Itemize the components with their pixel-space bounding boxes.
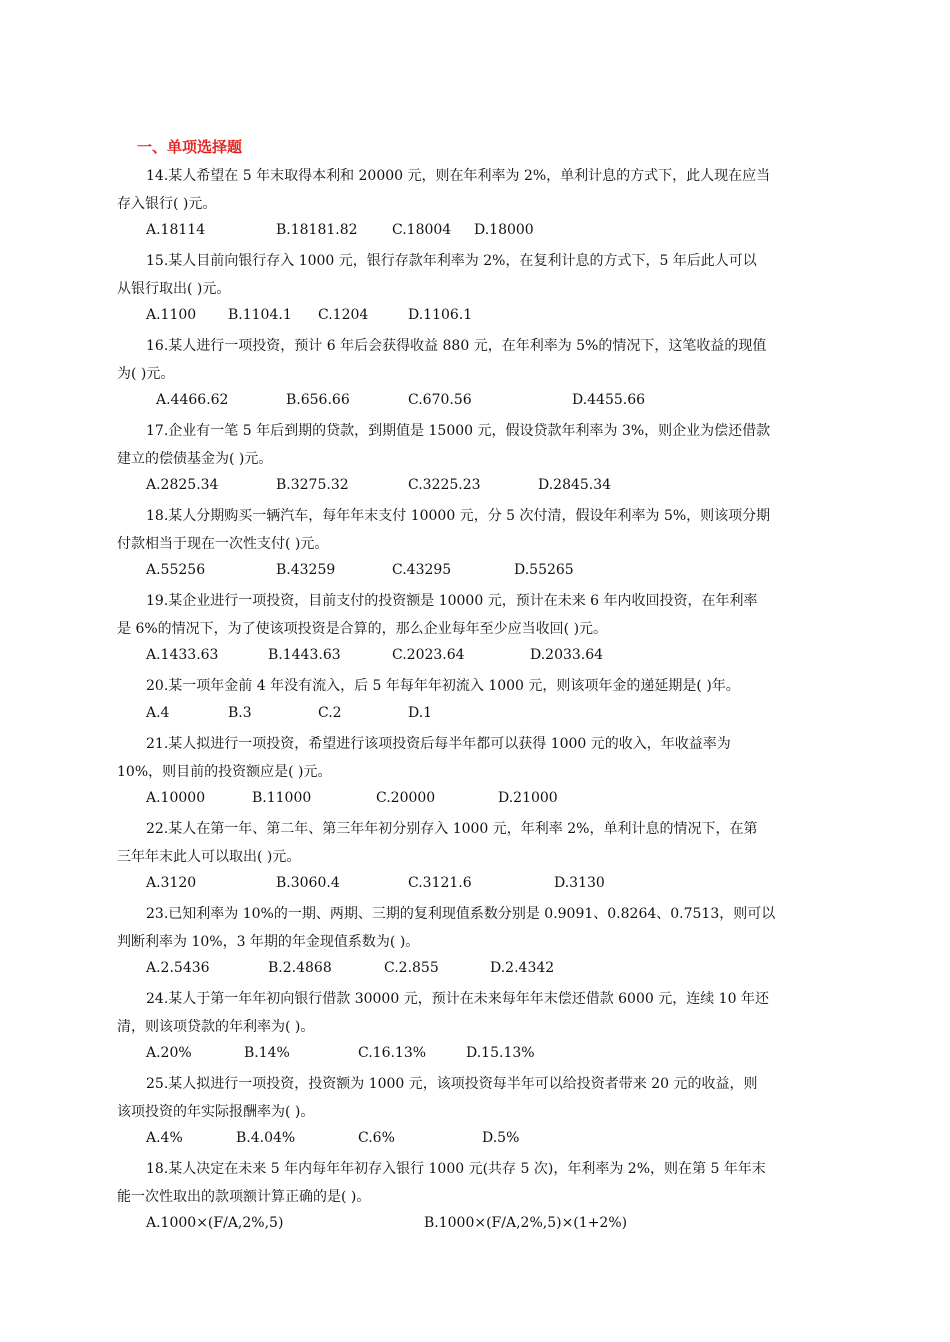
- answer-option: B.1000×(F/A,2%,5)×(1+2%): [424, 1215, 628, 1231]
- answer-option: B.3060.4: [276, 875, 340, 891]
- answer-option: C.20000: [376, 790, 436, 806]
- answer-option: A.4: [146, 705, 170, 721]
- question-stem: 21.某人拟进行一项投资，希望进行该项投资后每半年都可以获得 1000 元的收入，年收益率为: [146, 736, 731, 752]
- question-stem-continued: 判断利率为 10%，3 年期的年金现值系数为( )。: [117, 934, 420, 950]
- answer-option: A.1000×(F/A,2%,5): [146, 1215, 284, 1231]
- question-stem: 17.企业有一笔 5 年后到期的贷款，到期值是 15000 元，假设贷款年利率为 3%，则企业为偿还借款: [146, 423, 771, 439]
- answer-option: A.2.5436: [146, 960, 210, 976]
- answer-option: B.3275.32: [276, 477, 349, 493]
- answer-option: D.2033.64: [530, 647, 604, 663]
- answer-option: A.20%: [146, 1045, 192, 1061]
- question-stem-continued: 是 6%的情况下，为了使该项投资是合算的，那么企业每年至少应当收回( )元。: [117, 621, 608, 637]
- question-stem-continued: 为( )元。: [117, 366, 175, 382]
- answer-option: A.1433.63: [146, 647, 219, 663]
- answer-option: A.10000: [146, 790, 206, 806]
- answer-option: A.18114: [146, 222, 206, 238]
- answer-option: D.5%: [482, 1130, 520, 1146]
- answer-option: C.2.855: [384, 960, 439, 976]
- question-stem: 14.某人希望在 5 年末取得本利和 20000 元，则在年利率为 2%，单利计息的方式下，此人现在应当: [146, 168, 771, 184]
- answer-option: B.11000: [252, 790, 312, 806]
- answer-option: C.3121.6: [408, 875, 472, 891]
- answer-option: C.16.13%: [358, 1045, 427, 1061]
- answer-option: C.18004: [392, 222, 452, 238]
- question-stem-continued: 存入银行( )元。: [117, 196, 217, 212]
- answer-option: C.1204: [318, 307, 369, 323]
- answer-option: D.2845.34: [538, 477, 612, 493]
- answer-option: D.21000: [498, 790, 558, 806]
- answer-option: C.43295: [392, 562, 452, 578]
- question-stem: 24.某人于第一年年初向银行借款 30000 元，预计在未来每年年末偿还借款 6000 元，连续 10 年还: [146, 991, 769, 1007]
- question-stem-continued: 从银行取出( )元。: [117, 281, 231, 297]
- answer-option: A.4466.62: [156, 392, 229, 408]
- question-stem: 20.某一项年金前 4 年没有流入，后 5 年每年年初流入 1000 元，则该项年金的递延期是( )年。: [146, 678, 740, 694]
- question-stem-continued: 三年年末此人可以取出( )元。: [117, 849, 301, 865]
- answer-option: D.55265: [514, 562, 574, 578]
- question-stem: 18.某人分期购买一辆汽车，每年年末支付 10000 元，分 5 次付清，假设年利率为 5%，则该项分期: [146, 508, 771, 524]
- answer-option: A.4%: [146, 1130, 183, 1146]
- question-stem-continued: 清，则该项贷款的年利率为( )。: [117, 1019, 315, 1035]
- answer-option: A.3120: [146, 875, 197, 891]
- answer-option: B.1104.1: [228, 307, 292, 323]
- answer-option: D.2.4342: [490, 960, 555, 976]
- answer-option: D.18000: [474, 222, 534, 238]
- answer-option: A.55256: [146, 562, 206, 578]
- section-heading: 一、单项选择题: [137, 138, 243, 156]
- answer-option: C.670.56: [408, 392, 472, 408]
- answer-option: D.15.13%: [466, 1045, 535, 1061]
- question-stem-continued: 该项投资的年实际报酬率为( )。: [117, 1104, 315, 1120]
- answer-option: C.3225.23: [408, 477, 481, 493]
- answer-option: D.3130: [554, 875, 605, 891]
- question-stem: 25.某人拟进行一项投资，投资额为 1000 元，该项投资每半年可以给投资者带来 20 元的收益，则: [146, 1076, 758, 1092]
- answer-option: D.1: [408, 705, 433, 721]
- question-stem-continued: 建立的偿债基金为( )元。: [117, 451, 273, 467]
- answer-option: C.6%: [358, 1130, 395, 1146]
- question-stem: 19.某企业进行一项投资，目前支付的投资额是 10000 元，预计在未来 6 年内收回投资，在年利率: [146, 593, 758, 609]
- answer-option: B.43259: [276, 562, 336, 578]
- answer-option: B.3: [228, 705, 252, 721]
- answer-option: B.656.66: [286, 392, 350, 408]
- question-stem: 15.某人目前向银行存入 1000 元，银行存款年利率为 2%，在复利计息的方式下，5 年后此人可以: [146, 253, 757, 269]
- answer-option: A.1100: [146, 307, 197, 323]
- answer-option: D.4455.66: [572, 392, 646, 408]
- answer-option: C.2023.64: [392, 647, 465, 663]
- answer-option: B.14%: [244, 1045, 290, 1061]
- question-stem: 18.某人决定在未来 5 年内每年年初存入银行 1000 元(共存 5 次)，年利率为 2%，则在第 5 年年末: [146, 1161, 766, 1177]
- question-stem-continued: 能一次性取出的款项额计算正确的是( )。: [117, 1189, 371, 1205]
- question-stem: 16.某人进行一项投资，预计 6 年后会获得收益 880 元，在年利率为 5%的情况下，这笔收益的现值: [146, 338, 767, 354]
- question-stem: 22.某人在第一年、第二年、第三年年初分别存入 1000 元，年利率 2%，单利计息的情况下，在第: [146, 821, 758, 837]
- question-stem: 23.已知利率为 10%的一期、两期、三期的复利现值系数分别是 0.9091、0.8264、0.7513，则可以: [146, 906, 776, 922]
- answer-option: C.2: [318, 705, 342, 721]
- answer-option: D.1106.1: [408, 307, 473, 323]
- question-stem-continued: 付款相当于现在一次性支付( )元。: [117, 536, 329, 552]
- question-stem-continued: 10%，则目前的投资额应是( )元。: [117, 764, 332, 780]
- answer-option: A.2825.34: [146, 477, 219, 493]
- answer-option: B.1443.63: [268, 647, 341, 663]
- answer-option: B.18181.82: [276, 222, 358, 238]
- answer-option: B.2.4868: [268, 960, 332, 976]
- answer-option: B.4.04%: [236, 1130, 296, 1146]
